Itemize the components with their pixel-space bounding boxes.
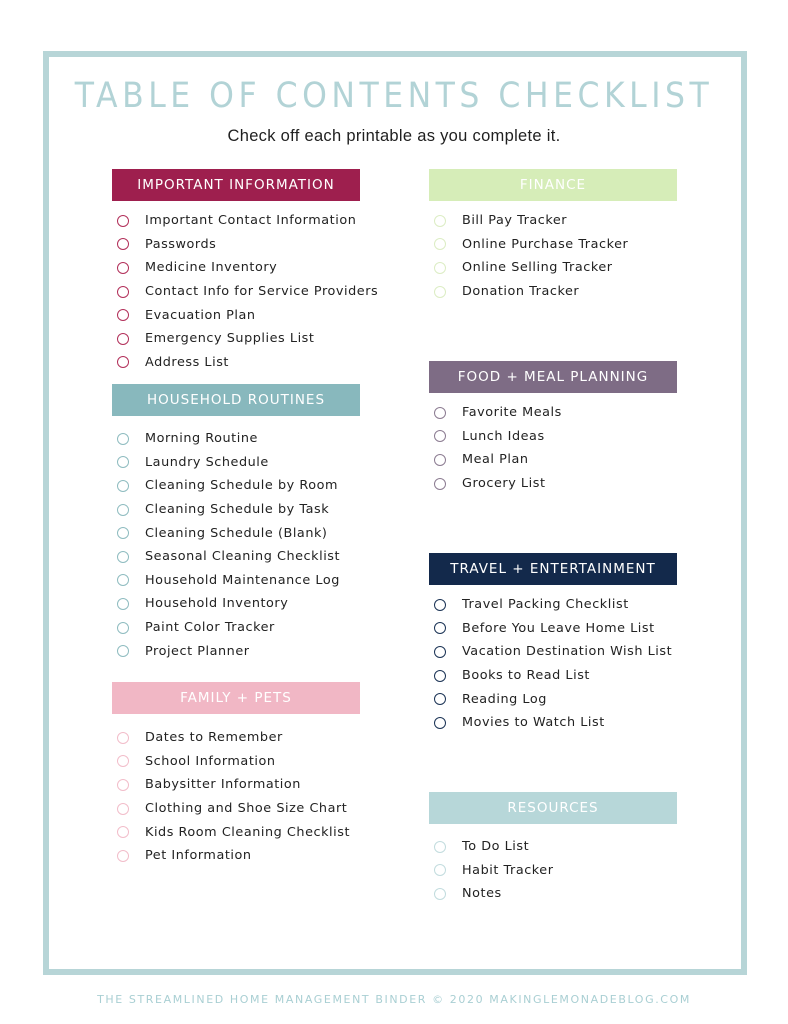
section-finance [429,169,677,303]
checkbox-circle-icon[interactable] [117,433,129,445]
checklist-item-label: Cleaning Schedule by Room [145,478,338,494]
checklist-item-label: Important Contact Information [145,213,357,229]
checklist [429,593,677,735]
checkbox-circle-icon[interactable] [117,309,129,321]
checklist-item [429,617,677,641]
checklist-item-label: Books to Read List [462,668,590,684]
checkbox-circle-icon[interactable] [434,262,446,274]
checklist-item [112,797,360,821]
checklist-item [112,303,360,327]
checkbox-circle-icon[interactable] [434,430,446,442]
page-title: TABLE OF CONTENTS CHECKLIST [74,76,714,116]
checkbox-circle-icon[interactable] [117,574,129,586]
checklist-item [112,474,360,498]
checklist-item-label: Online Selling Tracker [462,260,613,276]
checklist-item-label: Movies to Watch List [462,715,605,731]
checklist-item-label: Medicine Inventory [145,260,278,276]
section-header: RESOURCES [429,792,677,824]
checkbox-circle-icon[interactable] [117,826,129,838]
checkbox-circle-icon[interactable] [117,238,129,250]
checklist-item [429,859,677,883]
section-header: FOOD + MEAL PLANNING [429,361,677,393]
checkbox-circle-icon[interactable] [117,779,129,791]
checklist-item-label: School Information [145,753,276,769]
section-header: HOUSEHOLD ROUTINES [112,384,360,416]
checkbox-circle-icon[interactable] [117,850,129,862]
checklist-item [112,750,360,774]
checklist-item-label: Grocery List [462,476,546,492]
checklist [112,427,360,663]
checklist-item [112,820,360,844]
checkbox-circle-icon[interactable] [434,599,446,611]
checklist-item-label: Vacation Destination Wish List [462,644,673,660]
checkbox-circle-icon[interactable] [117,215,129,227]
checkbox-circle-icon[interactable] [434,622,446,634]
checkbox-circle-icon[interactable] [117,645,129,657]
checklist-item [429,425,677,449]
checkbox-circle-icon[interactable] [117,480,129,492]
page-subtitle: Check off each printable as you complete it. [227,127,561,145]
checkbox-circle-icon[interactable] [117,456,129,468]
checklist-item [112,773,360,797]
checklist-item [112,427,360,451]
checklist-item [429,472,677,496]
checklist [429,209,677,303]
checklist-item [112,569,360,593]
checkbox-circle-icon[interactable] [434,454,446,466]
checkbox-circle-icon[interactable] [117,622,129,634]
section-header: FINANCE [429,169,677,201]
checklist-item-label: Meal Plan [462,452,529,468]
section-header: FAMILY + PETS [112,682,360,714]
checkbox-circle-icon[interactable] [434,478,446,490]
section-resources [429,792,677,906]
checkbox-circle-icon[interactable] [117,356,129,368]
checklist-item-label: Emergency Supplies List [145,331,315,347]
checklist-item-label: Travel Packing Checklist [462,597,629,613]
checklist-item-label: Lunch Ideas [462,428,545,444]
section-header: TRAVEL + ENTERTAINMENT [429,553,677,585]
checklist-item-label: Donation Tracker [462,284,580,300]
checklist-item-label: Babysitter Information [145,777,301,793]
checkbox-circle-icon[interactable] [117,504,129,516]
checklist-item-label: To Do List [462,839,530,855]
checklist-item-label: Laundry Schedule [145,454,269,470]
checklist-item [112,592,360,616]
section-food-meal-planning [429,361,677,495]
checklist-item-label: Address List [145,354,229,370]
checklist-item-label: Passwords [145,236,217,252]
checkbox-circle-icon[interactable] [434,215,446,227]
checkbox-circle-icon[interactable] [434,864,446,876]
checklist-item [429,280,677,304]
checklist-item-label: Household Inventory [145,596,289,612]
checkbox-circle-icon[interactable] [117,551,129,563]
checklist-item [112,844,360,868]
section-family-pets [112,682,360,868]
checklist-item-label: Paint Color Tracker [145,620,275,636]
checklist-item [429,882,677,906]
section-important-information [112,169,379,374]
checklist-item-label: Habit Tracker [462,862,554,878]
checklist-item-label: Kids Room Cleaning Checklist [145,824,351,840]
checklist-item [112,351,360,375]
checklist-item [429,401,677,425]
checklist-item-label: Before You Leave Home List [462,620,655,636]
section-travel-entertainment [429,553,677,735]
checklist-item [429,256,677,280]
checklist-item [112,639,360,663]
checklist-item [112,209,360,233]
checklist [429,401,677,495]
checklist-item [112,726,360,750]
checklist-item-label: Household Maintenance Log [145,572,340,588]
checklist-item-label: Seasonal Cleaning Checklist [145,549,341,565]
checklist-item-label: Dates to Remember [145,730,283,746]
page-footer: THE STREAMLINED HOME MANAGEMENT BINDER © 2020 MAKINGLEMONADEBLOG.COM [97,993,691,1006]
checklist-item-label: Project Planner [145,643,250,659]
checklist-item [429,209,677,233]
checklist-item [429,448,677,472]
checklist-item [112,498,360,522]
checklist-item-label: Cleaning Schedule (Blank) [145,525,328,541]
checkbox-circle-icon[interactable] [434,693,446,705]
checkbox-circle-icon[interactable] [434,407,446,419]
checkbox-circle-icon[interactable] [434,646,446,658]
checklist-item [429,593,677,617]
section-header: IMPORTANT INFORMATION [112,169,360,201]
checkbox-circle-icon[interactable] [117,732,129,744]
checkbox-circle-icon[interactable] [434,717,446,729]
checklist-item [112,545,360,569]
checklist-item [112,327,360,351]
checklist-item-label: Notes [462,886,502,902]
checklist-item-label: Online Purchase Tracker [462,236,629,252]
checklist-item-label: Bill Pay Tracker [462,213,568,229]
checklist-item [112,521,360,545]
checklist-item [429,835,677,859]
checkbox-circle-icon[interactable] [117,598,129,610]
checklist-item [112,616,360,640]
checklist-item [112,280,379,304]
checklist-item-label: Contact Info for Service Providers [145,284,379,300]
section-household-routines [112,384,360,663]
checklist-item [429,711,677,735]
checklist-item-label: Morning Routine [145,431,258,447]
checkbox-circle-icon[interactable] [434,888,446,900]
checklist-item [429,664,677,688]
checkbox-circle-icon[interactable] [117,527,129,539]
checkbox-circle-icon[interactable] [117,286,129,298]
checkbox-circle-icon[interactable] [434,238,446,250]
checklist [429,835,677,906]
checklist [112,209,379,374]
checkbox-circle-icon[interactable] [117,333,129,345]
checklist-item [429,640,677,664]
checkbox-circle-icon[interactable] [434,286,446,298]
checklist-item-label: Clothing and Shoe Size Chart [145,801,348,817]
checkbox-circle-icon[interactable] [117,803,129,815]
checklist-item-label: Reading Log [462,691,547,707]
checklist-item [112,233,360,257]
checklist-item [429,687,677,711]
checkbox-circle-icon[interactable] [434,841,446,853]
checklist-item [112,256,360,280]
checklist-item [429,233,677,257]
checklist-item-label: Evacuation Plan [145,307,256,323]
checklist-item-label: Favorite Meals [462,405,562,421]
checkbox-circle-icon[interactable] [117,755,129,767]
checkbox-circle-icon[interactable] [434,670,446,682]
checklist-item-label: Pet Information [145,848,252,864]
checklist [112,726,360,868]
checkbox-circle-icon[interactable] [117,262,129,274]
checklist-item [112,451,360,475]
checklist-item-label: Cleaning Schedule by Task [145,502,330,518]
